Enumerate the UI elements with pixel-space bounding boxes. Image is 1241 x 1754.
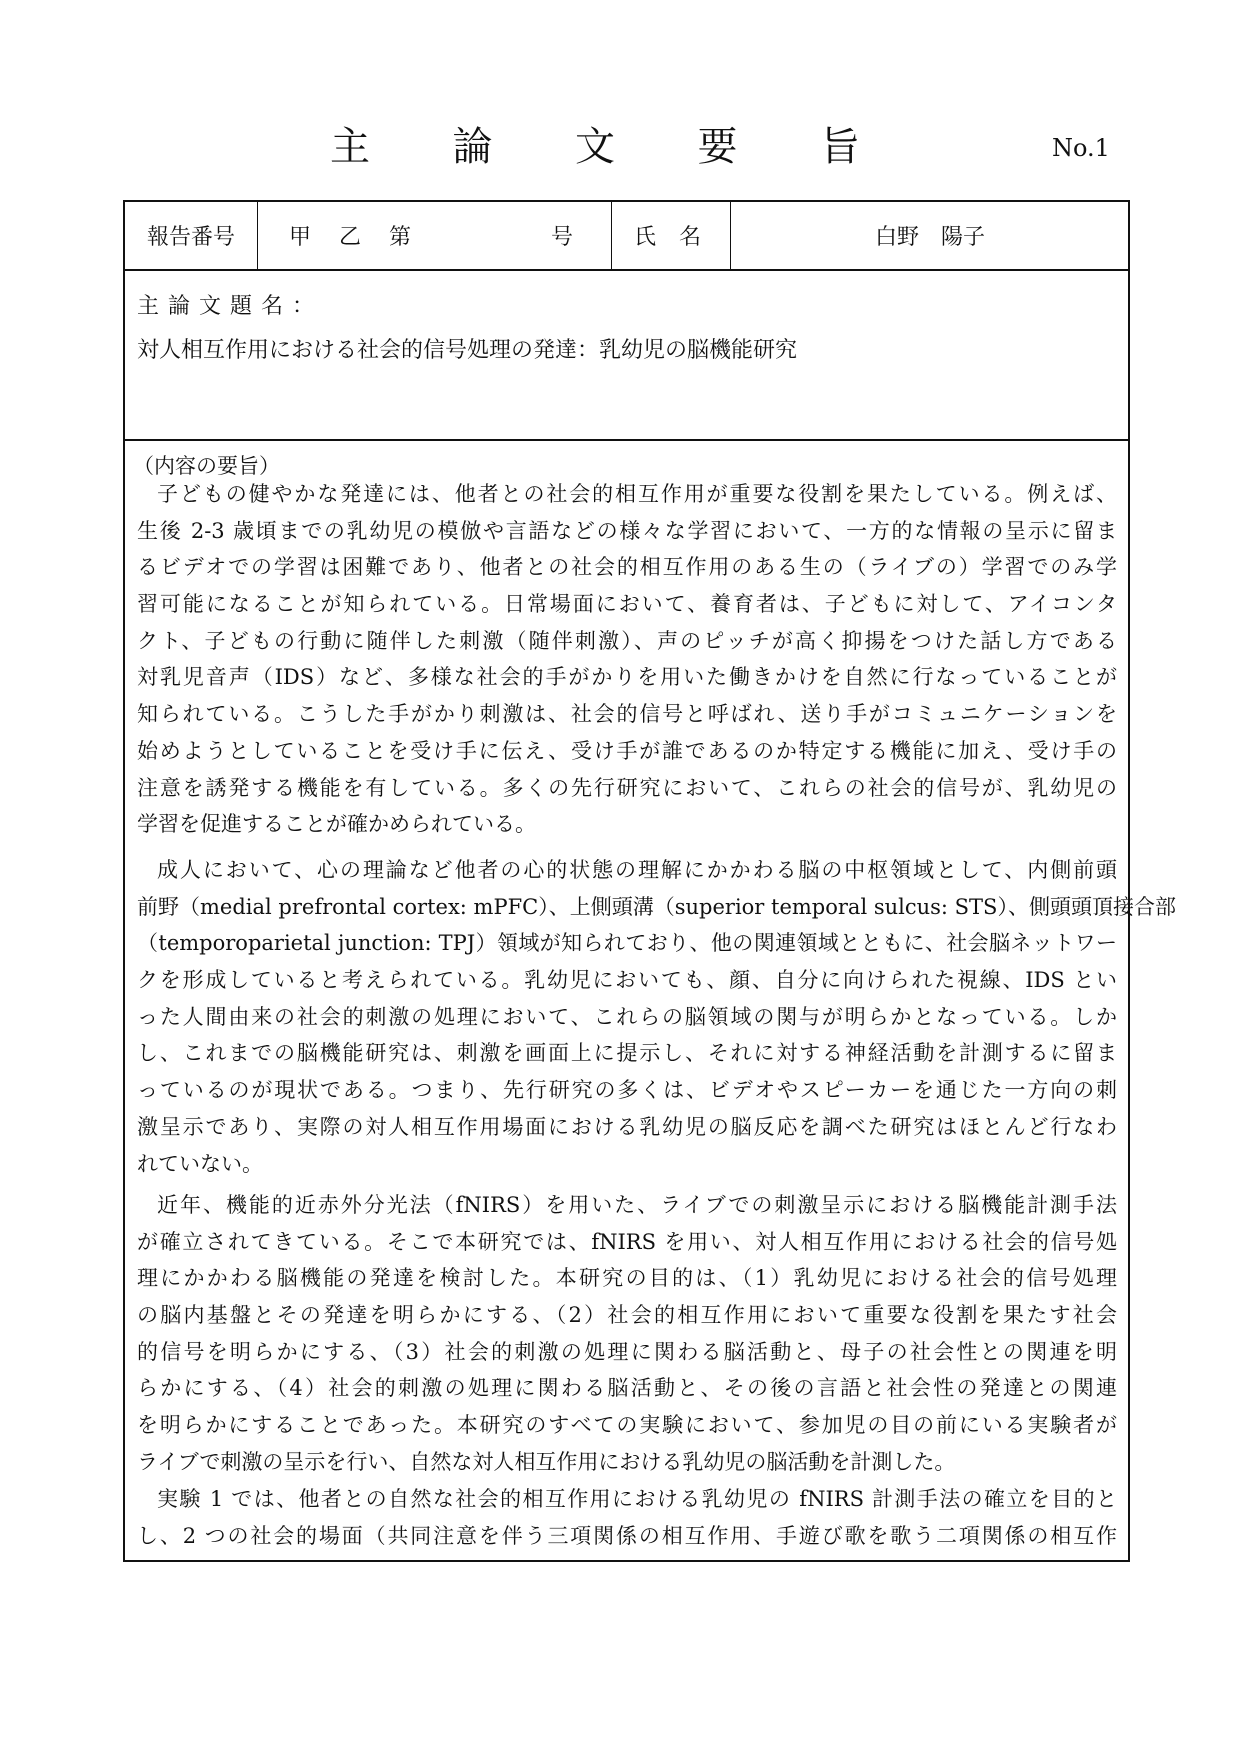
report-info-row — [125, 202, 1128, 271]
author-name: 白野 陽子 — [874, 225, 985, 250]
text-line: （temporoparietal junction: TPJ）領域が知られており、他の関連領域とともに、社会脳ネットワー — [137, 931, 1117, 956]
text-line: っているのが現状である。つまり、先行研究の多くは、ビデオやスピーカーを通じた一方向の刺 — [137, 1078, 1117, 1103]
title-char: 文 — [575, 124, 615, 170]
summary-paragraph — [137, 1481, 1117, 1554]
text-line: 近年、機能的近赤外分光法（fNIRS）を用いた、ライブでの刺激呈示における脳機能計測手法 — [157, 1193, 1117, 1217]
text-line: の脳内基盤とその発達を明らかにする、（2）社会的相互作用において重要な役割を果たす社会 — [137, 1303, 1117, 1328]
text-line: 実験 1 では、他者との自然な社会的相互作用における乳幼児の fNIRS 計測手法の確立を目的と — [157, 1487, 1117, 1511]
summary-paragraph — [137, 852, 1176, 1182]
report-no-value — [259, 202, 611, 269]
text-line: 子どもの健やかな発達には、他者との社会的相互作用が重要な役割を果たしている。例えば、 — [157, 482, 1117, 506]
title-char: 論 — [452, 124, 493, 170]
page-number: No.1 — [1052, 134, 1110, 162]
text-line: 始めようとしていることを受け手に伝え、受け手が誰であるのか特定する機能に加え、受け手の — [137, 738, 1117, 763]
text-line: 学習を促進することが確かめられている。 — [137, 812, 536, 837]
text-line: クを形成していると考えられている。乳幼児においても、顔、自分に向けられた視線、IDS とい — [137, 968, 1117, 993]
report-no-gou: 号 — [551, 225, 574, 250]
text-line: し、これまでの脳機能研究は、刺激を画面上に提示し、それに対する神経活動を計測するに留ま — [137, 1041, 1117, 1066]
thesis-title: 対人相互作用における社会的信号処理の発達：乳幼児の脳機能研究 — [137, 338, 798, 363]
name-label: 氏 名 — [634, 225, 709, 250]
summary-heading: （内容の要旨） — [133, 454, 280, 478]
text-line: るビデオでの学習は困難であり、他者との社会的相互作用のある生の（ライブの）学習でのみ学 — [137, 555, 1117, 580]
text-line: を明らかにすることであった。本研究のすべての実験において、参加児の目の前にいる実験者が — [137, 1413, 1117, 1438]
text-line: 習可能になることが知られている。日常場面において、養育者は、子どもに対して、アイコンタ — [137, 592, 1117, 617]
report-no-otsu: 乙 — [339, 225, 362, 250]
text-line: ライブで刺激の呈示を行い、自然な対人相互作用における乳幼児の脳活動を計測した。 — [137, 1449, 956, 1474]
text-line: れていない。 — [137, 1151, 263, 1176]
title-char: 要 — [697, 124, 738, 170]
text-line: クト、子どもの行動に随伴した刺激（随伴刺激）、声のピッチが高く抑揚をつけた話し方である — [137, 628, 1117, 653]
summary-paragraph — [137, 476, 1117, 843]
text-line: が確立されてきている。そこで本研究では、fNIRS を用い、対人相互作用における社会的信号処 — [137, 1229, 1117, 1254]
text-line: 前野（medial prefrontal cortex: mPFC）、上側頭溝（superior temporal sulcus: STS）、側頭頭頂接合部 — [137, 894, 1176, 919]
summary-paragraph — [137, 1187, 1117, 1481]
text-line: らかにする、（4）社会的刺激の処理に関わる脳活動と、その後の言語と社会性の発達との関連 — [137, 1376, 1117, 1401]
text-line: 生後 2-3 歳頃までの乳幼児の模倣や言語などの様々な学習において、一方的な情報の呈示に留ま — [137, 518, 1117, 543]
text-line: った人間由来の社会的刺激の処理において、これらの脳領域の関与が明らかとなっている。しか — [137, 1004, 1117, 1029]
summary-form — [123, 200, 1176, 1562]
title-char: 旨 — [820, 124, 860, 170]
text-line: 成人において、心の理論など他者の心的状態の理解にかかわる脳の中枢領域として、内側前頭 — [157, 858, 1117, 882]
text-line: 激呈示であり、実際の対人相互作用場面における乳幼児の脳反応を調べた研究はほとんど行なわ — [137, 1114, 1117, 1139]
title-char: 主 — [330, 124, 370, 170]
document-title — [330, 122, 860, 172]
text-line: 対乳児音声（IDS）など、多様な社会的手がかりを用いた働きかけを自然に行なっていることが — [137, 665, 1117, 690]
text-line: 知られている。こうした手がかり刺激は、社会的信号と呼ばれ、送り手がコミュニケーションを — [137, 702, 1117, 727]
text-line: 理にかかわる脳機能の発達を検討した。本研究の目的は、（1）乳幼児における社会的信号処理 — [137, 1266, 1117, 1291]
thesis-title-label: 主論文題名： — [137, 294, 324, 319]
report-no-dai: 第 — [389, 225, 412, 250]
report-no-label: 報告番号 — [146, 225, 235, 250]
text-line: 的信号を明らかにする、（3）社会的刺激の処理に関わる脳活動と、母子の社会性との関連を明 — [137, 1339, 1117, 1364]
text-line: 注意を誘発する機能を有している。多くの先行研究において、これらの社会的信号が、乳幼児の — [137, 775, 1117, 800]
report-no-kou: 甲 — [289, 225, 312, 250]
thesis-title-section — [125, 271, 1128, 441]
text-line: し、2 つの社会的場面（共同注意を伴う三項関係の相互作用、手遊び歌を歌う二項関係の相互作 — [137, 1523, 1117, 1548]
